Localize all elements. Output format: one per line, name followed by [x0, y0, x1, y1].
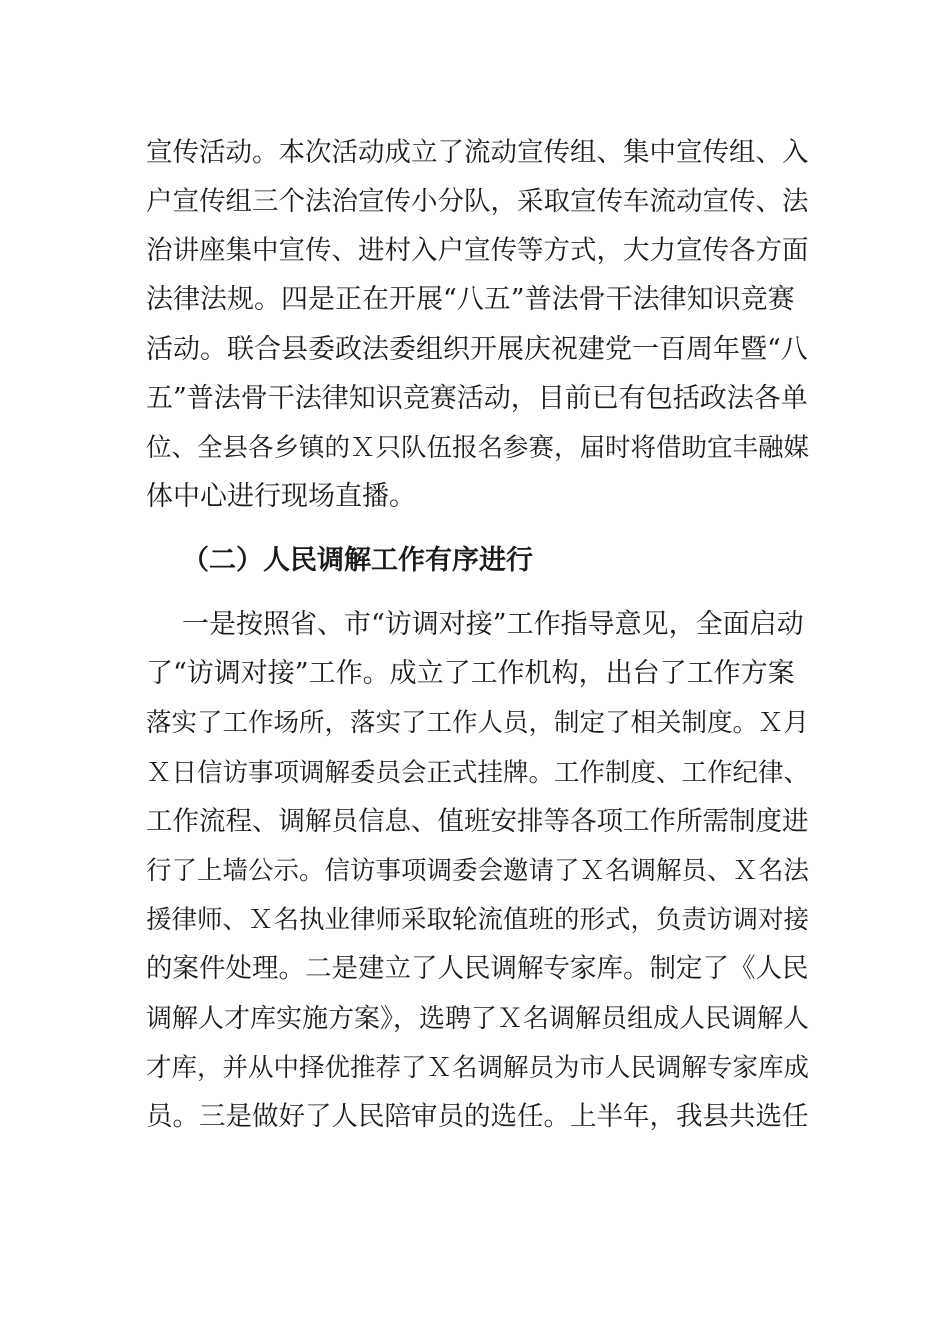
paragraph-line: 员。三是做好了人民陪审员的选任。上半年，我县共选任 [146, 1101, 809, 1132]
paragraph-line: Ｘ日信访事项调解委员会正式挂牌。工作制度、工作纪律、 [146, 758, 810, 788]
paragraph-line: 落实了工作场所，落实了工作人员，制定了相关制度。Ｘ月 [146, 708, 810, 738]
paragraph-line: 法律法规。四是正在开展“八五”普法骨干法律知识竞赛 [146, 284, 795, 315]
paragraph-line: 活动。联合县委政法委组织开展庆祝建党一百周年暨“八 [146, 334, 808, 365]
paragraph-line: 了“访调对接”工作。成立了工作机构，出台了工作方案 [146, 658, 795, 689]
paragraph-line: 位、全县各乡镇的Ｘ只队伍报名参赛，届时将借助宜丰融媒 [146, 433, 810, 463]
paragraph-line: 一是按照省、市“访调对接”工作指导意见，全面启动 [182, 609, 804, 640]
paragraph-line: 体中心进行现场直播。 [146, 481, 416, 512]
paragraph-line: 才库，并从中择优推荐了Ｘ名调解员为市人民调解专家库成 [146, 1053, 810, 1083]
paragraph-line: 宣传活动。本次活动成立了流动宣传组、集中宣传组、入 [146, 137, 809, 168]
paragraph-line: 户宣传组三个法治宣传小分队，采取宣传车流动宣传、法 [146, 186, 809, 217]
paragraph-line: 援律师、Ｘ名执业律师采取轮流值班的形式，负责访调对接 [146, 905, 810, 935]
paragraph-line: 工作流程、调解员信息、值班安排等各项工作所需制度进 [146, 806, 809, 837]
paragraph-line: 五”普法骨干法律知识竞赛活动，目前已有包括政法各单 [146, 383, 808, 414]
section-heading: （二）人民调解工作有序进行 [182, 545, 533, 576]
paragraph-line: 治讲座集中宣传、进村入户宣传等方式，大力宣传各方面 [146, 235, 809, 266]
paragraph-line: 调解人才库实施方案》，选聘了Ｘ名调解员组成人民调解人 [146, 1004, 810, 1034]
paragraph-line: 的案件处理。二是建立了人民调解专家库。制定了《人民 [146, 953, 809, 984]
paragraph-line: 行了上墙公示。信访事项调委会邀请了Ｘ名调解员、Ｘ名法 [146, 856, 810, 886]
